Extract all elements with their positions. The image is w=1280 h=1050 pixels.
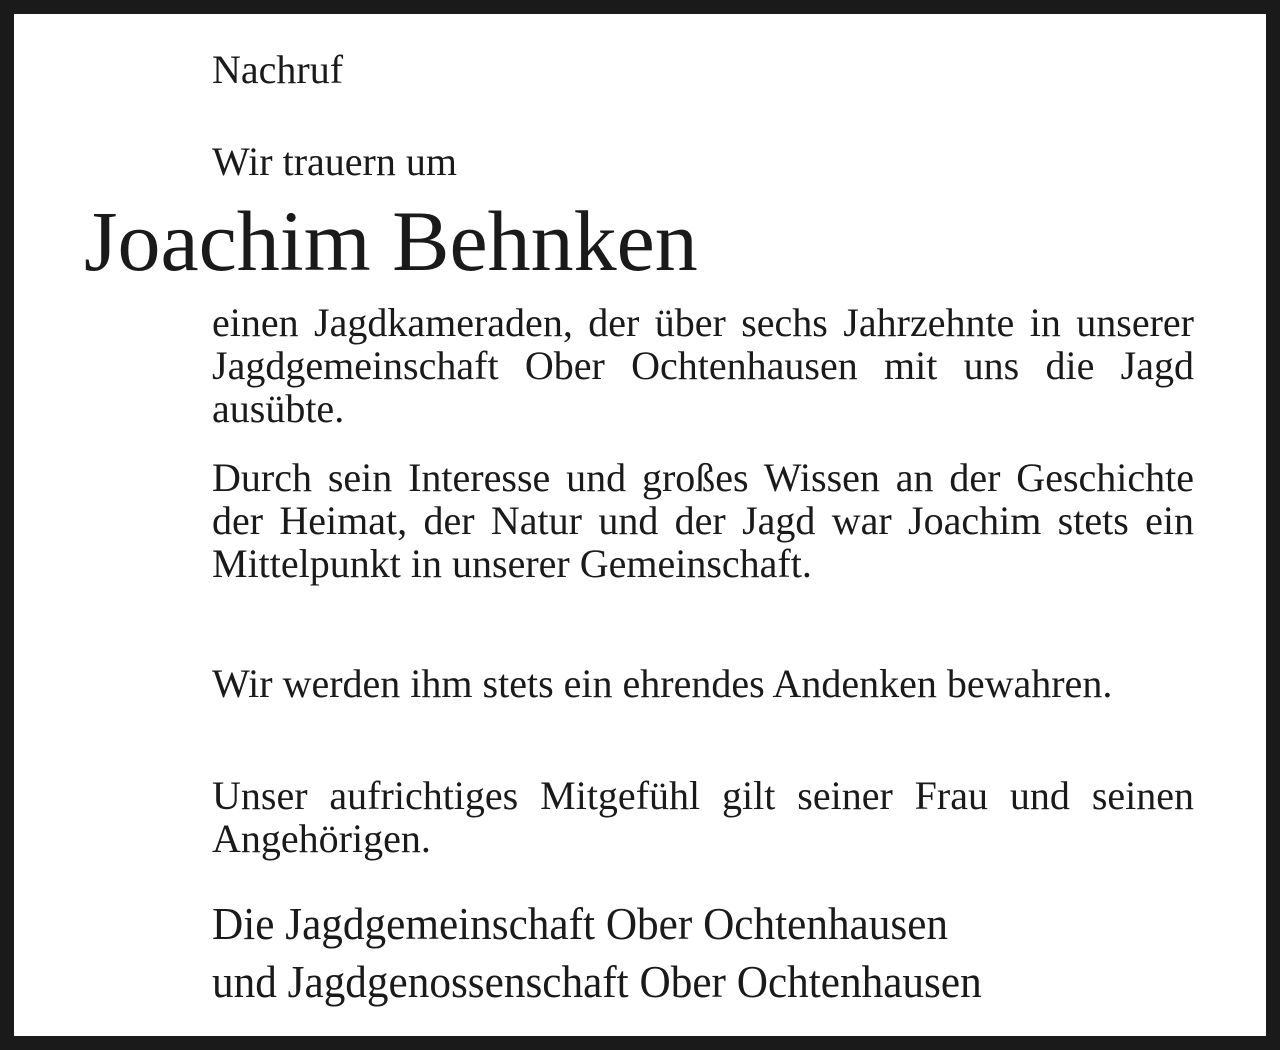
signature-line-2: und Jagdgenossenschaft Ober Ochtenhausen <box>212 956 982 1007</box>
intro-line: Wir trauern um <box>212 139 457 184</box>
deceased-name: Joachim Behnken <box>84 193 698 289</box>
paragraph-tenure: einen Jagdkameraden, der über sechs Jahrzehnte in unserer Jagdgemeinschaft Ober Ochtenhausen mit uns die Jagd ausübte. <box>212 300 1194 431</box>
paragraph-condolences: Unser aufrichtiges Mitgefühl gilt seiner Frau und seinen Angehörigen. <box>212 773 1194 861</box>
signature-line-1: Die Jagdgemeinschaft Ober Ochtenhausen <box>212 898 949 949</box>
paragraph-remembrance: Wir werden ihm stets ein ehrendes Andenken bewahren. <box>212 661 1113 706</box>
paragraph-knowledge: Durch sein Interesse und großes Wissen an der Geschichte der Heimat, der Natur und der Jagd war Joachim stets ein Mittelpunkt in unserer Gemeinschaft. <box>212 455 1194 586</box>
notice-label: Nachruf <box>212 47 344 92</box>
